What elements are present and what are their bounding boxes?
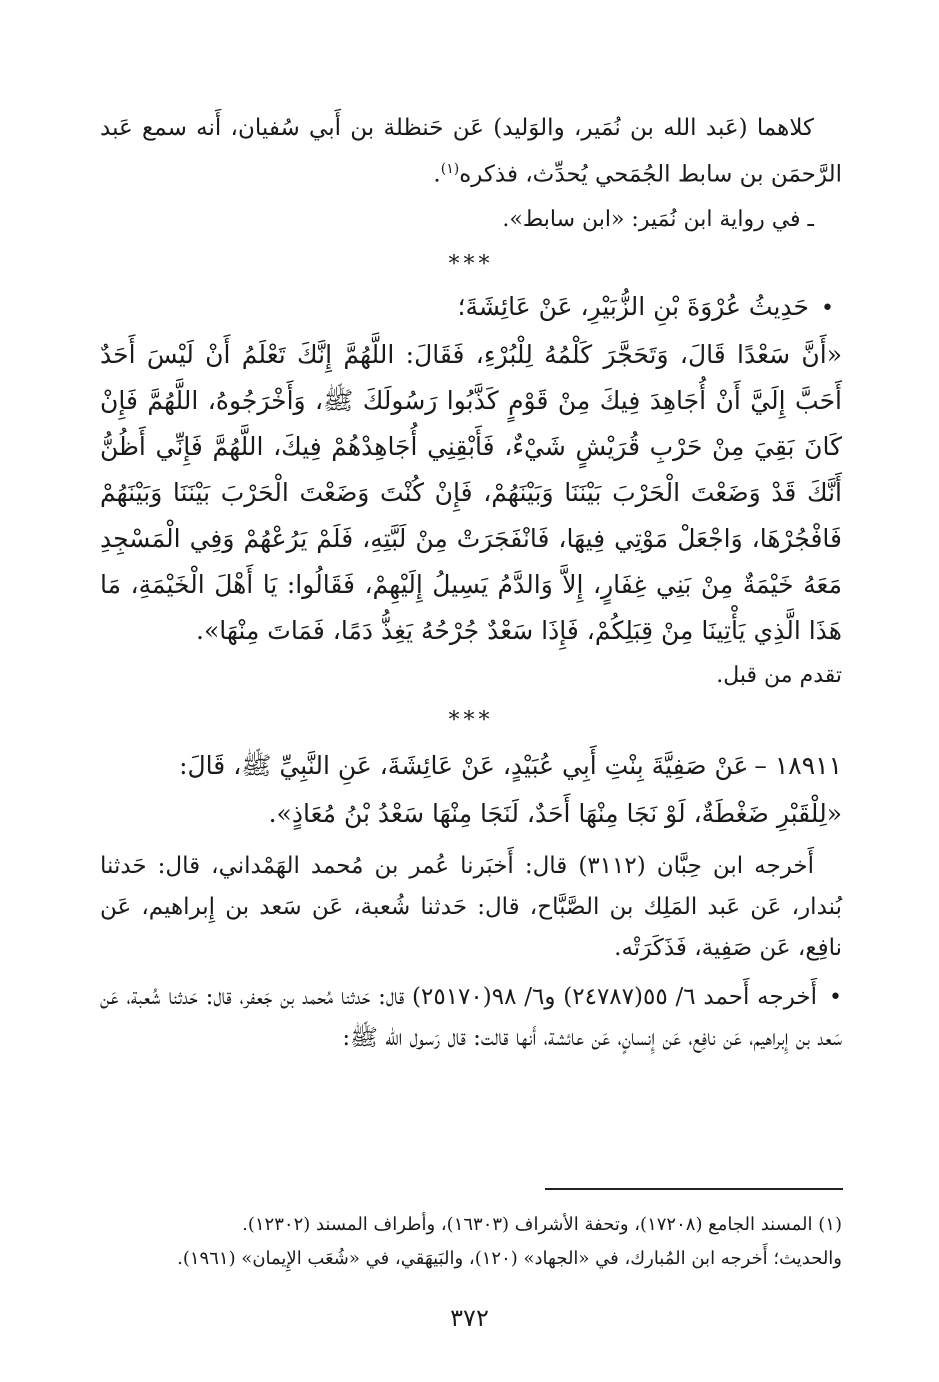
section-divider: *** (448, 707, 494, 733)
hadith-isnad: عَنْ صَفِيَّةَ بِنْتِ أَبِي عُبَيْدٍ، عَنْ عَائِشَةَ، عَنِ النَّبِيِّ ﷺ، قَالَ: (179, 750, 749, 780)
footnotes (100, 1208, 842, 1276)
footnote-1: (١) المسند الجامع (١٧٢٠٨)، وتحفة الأشراف (١٦٣٠٣)، وأطراف المسند (١٢٣٠٢). (242, 1214, 842, 1235)
isnad-end: . (433, 161, 441, 188)
bullet-icon: • (829, 984, 842, 1010)
narration-note: ـ في رواية ابن نُمَير: «ابن سابط». (502, 206, 814, 232)
hadith-heading (100, 286, 842, 330)
numbered-hadith-isnad (100, 742, 842, 790)
hadith-number: ١٨٩١١ – (754, 750, 842, 780)
bullet-icon: • (821, 295, 834, 321)
footnote-2: والحديث؛ أَخرجه ابن المُبارك، في «الجهاد» (١٢٠)، والبَيهَقي، في «شُعَب الإِيمان» (١٩٦١). (177, 1248, 842, 1269)
cross-reference-note: تقدم من قبل. (716, 662, 842, 688)
takhrij-paragraph: أَخرجه ابن حِبَّان (٣١١٢) قال: أَخبَرنا عُمر بن مُحمد الهَمْداني، قال: حَدثنا بُندار، عَن عَبد المَلِك بن الصَّبَّاح، قال: حَدثنا شُعبة، عَن سَعد بن إِبراهيم، عَن نافِع، عَن صَفِية، فَذَكَرَتْه. (100, 852, 842, 961)
hadith-text: «أَنَّ سَعْدًا قَالَ، وَتَحَجَّرَ كَلْمُهُ لِلْبُرْءِ، فَقَالَ: اللَّهُمَّ إِنَّكَ تَعْلَمُ أَنْ لَيْسَ أَحَدٌ أَحَبَّ إِلَيَّ أَنْ أُجَاهِدَ فِيكَ مِنْ قَوْمٍ كَذَّبُوا رَسُولَكَ ﷺ، وَأَخْرَجُوهُ، اللَّهُمَّ فَإِنْ كَانَ بَقِيَ مِنْ حَرْبِ قُرَيْشٍ شَيْءٌ، فَأَبْقِنِي أُجَاهِدْهُمْ فِيكَ، اللَّهُمَّ فَإِنِّي أَظُنُّ أَنَّكَ قَدْ وَضَعْتَ الْحَرْبَ بَيْنَنَا وَبَيْنَهُمْ، فَإِنْ كُنْتَ وَضَعْتَ الْحَرْبَ بَيْنَنَا وَبَيْنَهُمْ فَافْجُرْهَا، وَاجْعَلْ مَوْتِي فِيهَا، فَانْفَجَرَتْ مِنْ لَبَّتِهِ، فَلَمْ يَرُعْهُمْ وَفِي الْمَسْجِدِ مَعَهُ خَيْمَةٌ مِنْ بَنِي غِفَارٍ، إِلاَّ وَالدَّمُ يَسِيلُ إِلَيْهِمْ، فَقَالُوا: يَا أَهْلَ الْخَيْمَةِ، مَا هَذَا الَّذِي يَأْتِينَا مِنْ قِبَلِكُمْ، فَإِذَا سَعْدٌ جُرْحُهُ يَغِذُّ دَمًا، فَمَاتَ مِنْهَا». (100, 339, 842, 645)
takhrij-text: أَخرجه أَحمد ٦/ ٥٥(٢٤٧٨٧) و٦/ ٩٨(٢٥١٧٠) قال: حَدثنا مُحمد بن جَعفر، قال: حَدثنا شُعبة، عَن سَعد بن إِبراهيم، عَن نافِع، عَن إِنسانٍ، عَن عائشة، أَنها قالت: قال رَسول الله ﷺ: (100, 983, 842, 1051)
section-divider: *** (448, 251, 494, 277)
footnote-reference[interactable]: (١) (440, 161, 460, 177)
main-text (100, 108, 842, 1059)
footnote-separator (545, 1188, 843, 1190)
takhrij-paragraph-2 (100, 977, 842, 1059)
isnad-text: كلاهما (عَبد الله بن نُمَير، والوَليد) عَن حَنظلة بن أَبي سُفيان، أَنه سمع عَبد الرَّحمَن بن سابط الجُمَحي يُحدِّث، فذكره (100, 115, 842, 188)
numbered-hadith-matn: «لِلْقَبْرِ ضَغْطَةٌ، لَوْ نَجَا مِنْهَا أَحَدٌ، لَنَجَا مِنْهَا سَعْدُ بْنُ مُعَاذٍ». (268, 798, 842, 828)
heading-text: حَدِيثُ عُرْوَةَ بْنِ الزُّبَيْرِ، عَنْ عَائِشَةَ؛ (457, 291, 810, 321)
isnad-paragraph (100, 108, 842, 196)
page-number: ٣٧٢ (450, 1304, 489, 1332)
